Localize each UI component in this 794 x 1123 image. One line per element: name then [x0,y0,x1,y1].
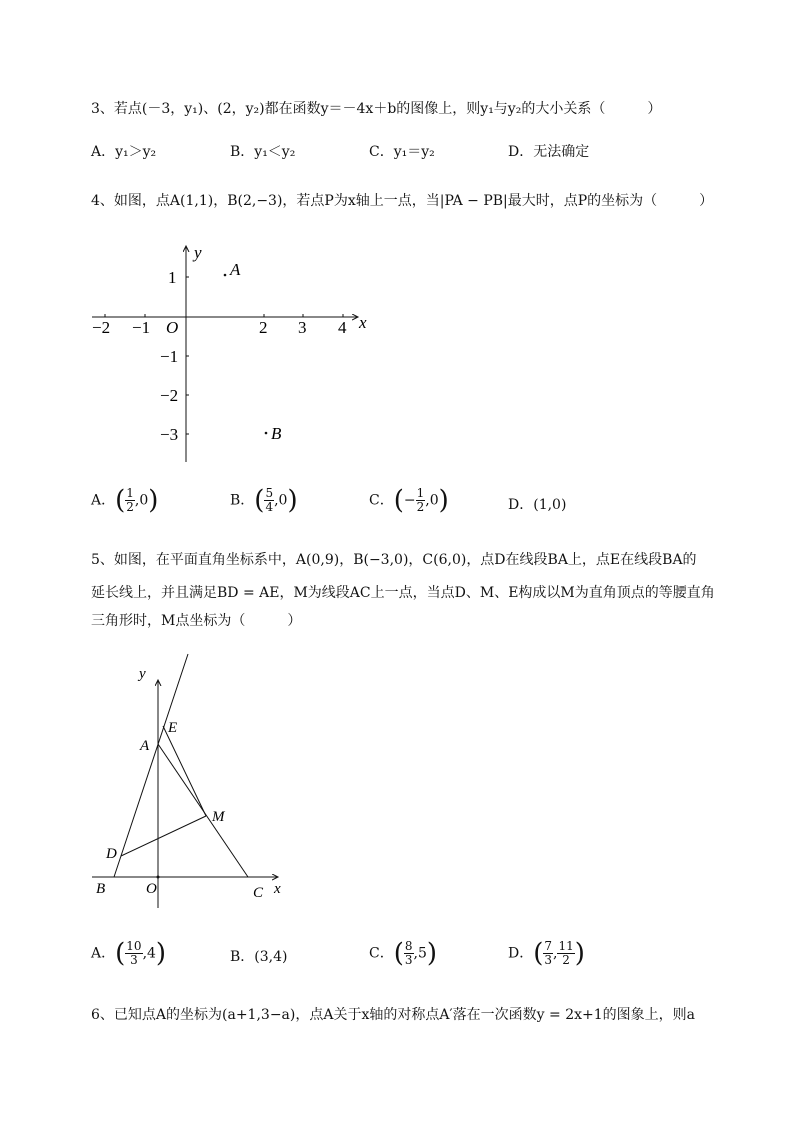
q4-xtick-2: 2 [259,318,268,337]
q5-label-m: M [212,809,225,825]
q3-stem: 3、若点(－3，y₁)、(2，y₂)都在函数y＝－4x＋b的图像上，则y₁与y₂的大小关系（ ） [91,101,662,117]
q5-label-a: A [140,738,150,754]
q4-xtick-neg2: −2 [92,318,111,337]
q4-choice-d: D．(1,0) [508,497,567,513]
q4-point-a-label: A [230,260,241,279]
q5-choice-c: C．( $\frac{8}{3}$ ,5) [369,938,438,969]
q4-ytick-neg3: −3 [160,425,179,444]
q4-x-label: x [359,313,367,332]
q4-ytick-1: 1 [168,268,177,287]
q4-point-b-label: B [271,424,282,443]
q5-segment-em [163,726,206,816]
q5-label-e: E [168,720,178,736]
q3-choice-b: B．y₁＜y₂ [230,144,296,160]
q5-y-label: y [139,666,146,682]
q4-ytick-neg2: −2 [160,386,179,405]
q5-triangle-figure [88,650,308,910]
q5-stem-line-1: 5、如图，在平面直角坐标系中，A(0,9)，B(−3,0)，C(6,0)，点D在线段BA上，点E在线段BA的 [91,552,697,568]
q5-choice-a: A．( $\frac{10}{3}$ ,4) [91,938,167,969]
q5-line-ba [114,654,188,877]
q4-point-b [265,432,268,435]
q5-x-label: x [274,881,281,897]
q3-choice-c: C．y₁＝y₂ [369,144,435,160]
q5-stem-line-2: 延长线上，并且满足BD = AE，M为线段AC上一点，当点D、M、E构成以M为直角顶点的等腰直角 [91,585,715,601]
q5-segment-dm [121,816,206,856]
q4-origin-label: O [166,318,179,337]
q5-label-o: O [146,881,157,897]
q3-choice-a: A．y₁＞y₂ [91,144,157,160]
q5-label-c: C [253,885,264,901]
q5-stem-line-3: 三角形时，M点坐标为（ ） [91,613,302,629]
q5-choice-b: B．(3,4) [230,949,288,965]
q4-coordinate-figure [88,240,388,470]
q4-choice-c: C．(− $\frac{1}{2}$ ,0) [369,485,449,516]
q6-stem: 6、已知点A的坐标为(a+1,3−a)，点A关于x轴的对称点A′落在一次函数y = 2x+1的图象上，则a [91,1007,695,1023]
q5-label-b: B [96,881,106,897]
q4-xtick-neg1: −1 [132,318,151,337]
q4-y-label: y [194,243,202,262]
q4-choice-b: B．( $\frac{5}{4}$ ,0) [230,485,298,516]
q5-choice-d: D．( $\frac{7}{3}$ , $\frac{11}{2}$ ) [508,938,585,969]
q4-point-a [224,274,227,277]
q3-choice-d: D．无法确定 [508,144,590,160]
q4-xtick-4: 4 [338,318,347,337]
q5-label-d: D [106,846,117,862]
q4-xtick-3: 3 [298,318,307,337]
q4-ytick-neg1: −1 [160,347,179,366]
q4-choice-a: A．( $\frac{1}{2}$ ,0) [91,485,159,516]
q4-stem: 4、如图，点A(1,1)，B(2,−3)，若点P为x轴上一点，当|PA − PB|最大时，点P的坐标为（ ） [91,193,714,209]
